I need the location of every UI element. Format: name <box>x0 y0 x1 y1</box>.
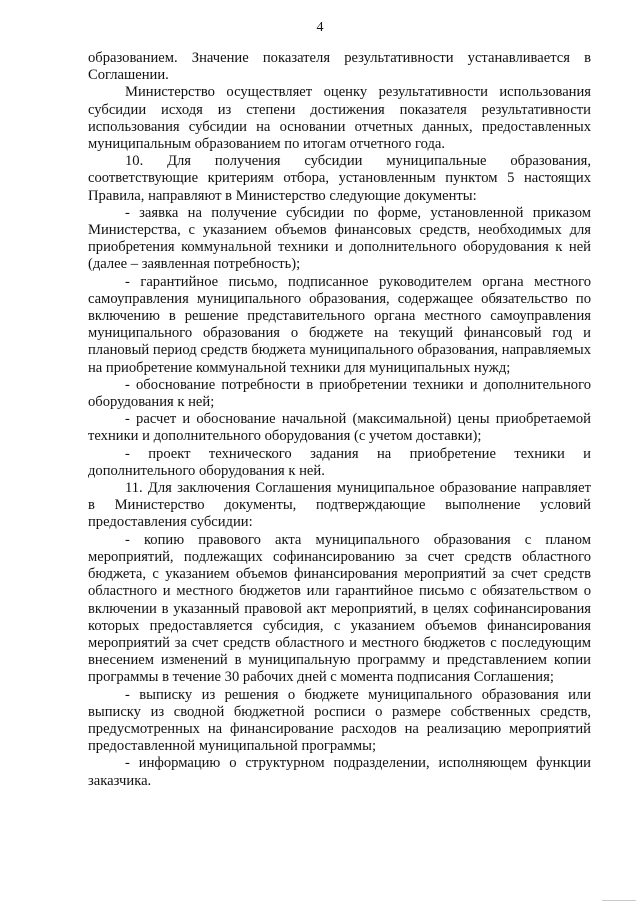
list-item-technical-specification: - проект технического задания на приобретение техники и дополнительного оборудования к ней. <box>88 445 591 479</box>
paragraph-effectiveness-assessment: Министерство осуществляет оценку результативности использования субсидии исходя из степени достижения показателя результативности использования субсидии на основании отчетных данных, предоставленных муниципальным образованием по итогам отчетного года. <box>88 84 591 153</box>
list-item-application: - заявка на получение субсидии по форме, установленной приказом Министерства, с указанием объемов финансовых средств, необходимых для приобретения коммунальной техники и дополнительного оборудования к ней (далее – заявленная потребность); <box>88 204 591 273</box>
list-item-legal-act-copy: - копию правового акта муниципального образования с планом мероприятий, подлежащих софинансированию за счет средств областного бюджета, с указанием объемов финансирования мероприятий за счет средств областного и местного бюджетов или гарантийное письмо с обязательством о включении в указанный правовой акт мероприятий, в целях софинансирования которых предоставляется субсидия, с указанием объемов финансирования мероприятий за счет средств областного и местного бюджетов с последующим внесением изменений в муниципальную программу и представлением копии программы в течение 30 рабочих дней с момента подписания Соглашения; <box>88 531 591 686</box>
scan-edge-mark <box>602 900 636 901</box>
list-item-contracting-unit-info: - информацию о структурном подразделении, исполняющем функции заказчика. <box>88 755 591 789</box>
list-item-justification: - обоснование потребности в приобретении техники и дополнительного оборудования к ней; <box>88 376 591 411</box>
paragraph-clause-10: 10. Для получения субсидии муниципальные образования, соответствующие критериям отбора, установленным пунктом 5 настоящих Правила, направляют в Министерство следующие документы: <box>88 153 591 204</box>
list-item-price-calculation: - расчет и обоснование начальной (максимальной) цены приобретаемой техники и дополнительного оборудования (с учетом доставки); <box>88 411 591 445</box>
paragraph-continuation: образованием. Значение показателя результативности устанавливается в Соглашении. <box>88 50 591 84</box>
list-item-budget-extract: - выписку из решения о бюджете муниципального образования или выписку из сводной бюджетной росписи о размере собственных средств, предусмотренных на финансирование расходов на реализацию мероприятий предоставленной муниципальной программы; <box>88 686 591 755</box>
document-body <box>88 50 591 790</box>
list-item-guarantee-letter: - гарантийное письмо, подписанное руководителем органа местного самоуправления муниципального образования, содержащее обязательство по включению в решение представительного органа местного самоуправления муниципального образования о бюджете на текущий финансовый год и плановый период средств бюджета муниципального образования, направляемых на приобретение коммунальной техники для муниципальных нужд; <box>88 273 591 376</box>
page-number: 4 <box>316 20 324 35</box>
paragraph-clause-11: 11. Для заключения Соглашения муниципальное образование направляет в Министерство документы, подтверждающие выполнение условий предоставления субсидии: <box>88 480 591 531</box>
